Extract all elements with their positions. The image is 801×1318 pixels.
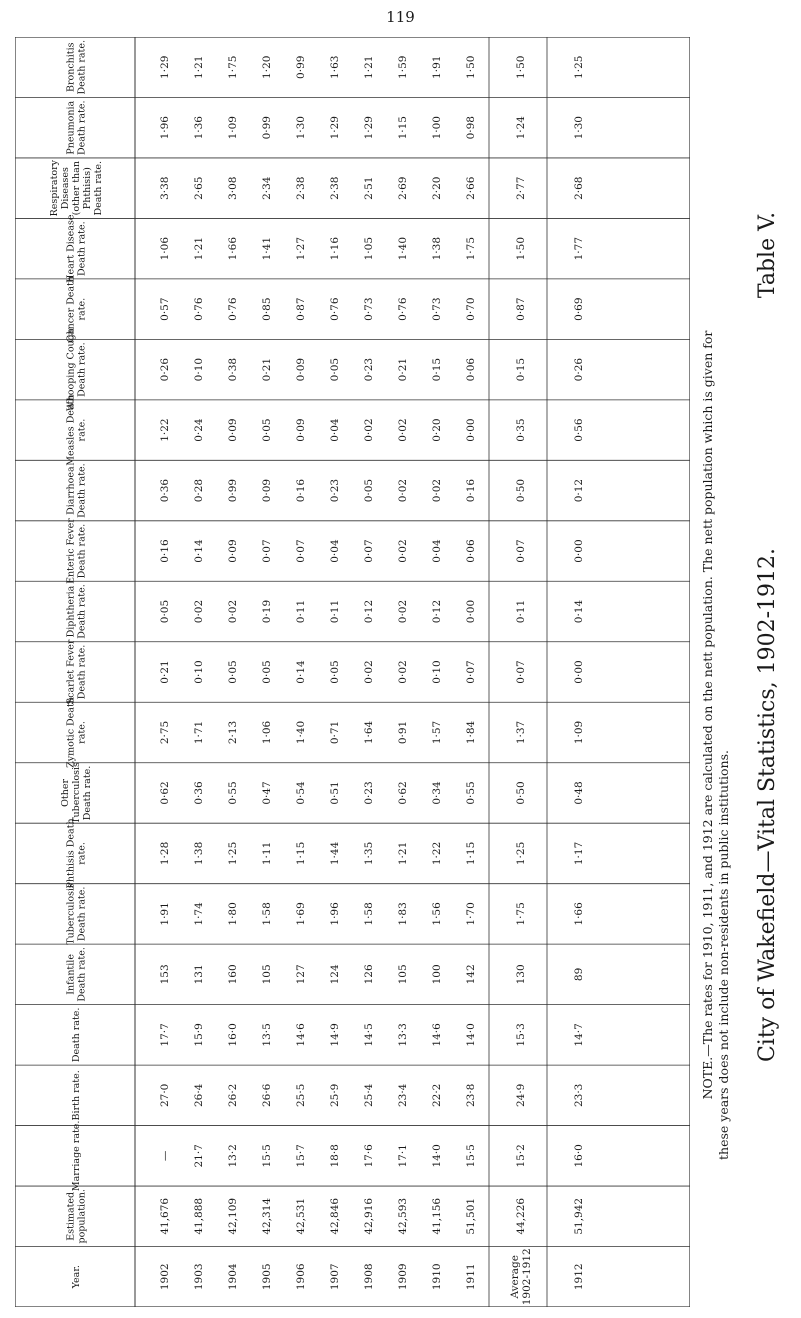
table-cell: 27·0 <box>159 1083 171 1108</box>
table-cell: 1·84 <box>465 720 477 745</box>
table-cell: 42,916 <box>363 1197 375 1235</box>
table-cell: 1·50 <box>465 55 477 79</box>
table-cell: 0·76 <box>329 297 341 321</box>
table-cell: 0·21 <box>261 357 273 382</box>
table-cell: 1·75 <box>515 902 527 926</box>
table-cell: 1·09 <box>573 720 585 745</box>
table-cell: 0·05 <box>261 418 273 442</box>
table-cell: 0·07 <box>261 539 273 563</box>
table-cell: 0·62 <box>397 781 409 805</box>
table-cell: 0·73 <box>431 297 443 321</box>
table-cell: 1·63 <box>329 55 341 79</box>
row-year: 1909 <box>397 1263 409 1291</box>
column-header: Birth rate. <box>71 1070 82 1121</box>
row-year: Average1902-1912 <box>509 1248 533 1306</box>
table-cell: 1·44 <box>329 841 341 866</box>
table-cell: 1·36 <box>193 116 205 140</box>
table-cell: 2·51 <box>363 176 375 200</box>
table-cell: 26·2 <box>227 1083 239 1108</box>
table-cell: 13·3 <box>397 1023 409 1047</box>
column-header: InfantileDeath rate. <box>65 947 88 1002</box>
table-cell: 41,156 <box>431 1197 443 1235</box>
table-cell: 0·23 <box>329 478 341 503</box>
table-cell: 1·75 <box>465 236 477 261</box>
column-header: Marriage rate. <box>71 1120 82 1192</box>
table-cell: 1·41 <box>261 236 273 261</box>
table-cell: 0·85 <box>261 297 273 321</box>
page-number: 119 <box>386 8 415 26</box>
table-cell: 1·11 <box>261 841 273 866</box>
table-cell: 1·15 <box>397 116 409 140</box>
table-cell: 0·23 <box>363 357 375 382</box>
column-header: TuberculosisDeath rate. <box>65 883 88 945</box>
table-cell: 14·0 <box>465 1023 477 1047</box>
column-header: Scarlet FeverDeath rate. <box>65 639 88 705</box>
table-cell: 0·12 <box>431 599 443 624</box>
table-title: Table V. <box>755 211 780 299</box>
table-cell: 1·28 <box>159 841 171 866</box>
table-cell: 14·5 <box>363 1023 375 1047</box>
table-cell: 2·34 <box>261 176 273 200</box>
table-cell: 1·40 <box>295 720 307 745</box>
table-cell: 1·06 <box>261 720 273 745</box>
table-cell: 2·38 <box>295 176 307 200</box>
table-cell: 0·73 <box>363 297 375 321</box>
table-cell: 42,531 <box>295 1197 307 1235</box>
table-cell: 14·6 <box>295 1023 307 1047</box>
table-cell: 1·29 <box>363 116 375 140</box>
table-cell: 0·15 <box>515 357 527 382</box>
table-cell: 1·40 <box>397 236 409 261</box>
column-header: Cancer Deathrate. <box>65 275 88 343</box>
table-cell: 1·35 <box>363 841 375 866</box>
table-cell: 1·66 <box>573 902 585 926</box>
table-cell: 0·71 <box>329 720 341 745</box>
table-cell: 0·02 <box>363 660 375 684</box>
row-year: 1904 <box>227 1263 239 1291</box>
table-cell: 1·50 <box>515 55 527 79</box>
table-cell: 0·07 <box>295 539 307 563</box>
table-cell: 13·5 <box>261 1023 273 1047</box>
table-cell: 26·6 <box>261 1083 273 1108</box>
table-cell: 0·09 <box>227 539 239 563</box>
table-cell: 1·00 <box>431 116 443 140</box>
table-cell: 130 <box>515 964 527 985</box>
table-cell: 18·8 <box>329 1144 341 1168</box>
column-header: BronchitisDeath rate. <box>65 39 88 95</box>
table-cell: 0·16 <box>159 539 171 563</box>
table-cell: 0·16 <box>465 478 477 503</box>
table-cell: 0·50 <box>515 781 527 805</box>
table-cell: 1·96 <box>159 116 171 140</box>
table-cell: 2·13 <box>227 720 239 745</box>
table-cell: 0·21 <box>159 660 171 684</box>
table-cell: 0·11 <box>515 599 527 624</box>
column-header: DiarrhoeaDeath rate. <box>65 463 88 518</box>
table-cell: 0·51 <box>329 781 341 805</box>
row-year: 1906 <box>295 1263 307 1291</box>
table-cell: 0·09 <box>295 418 307 442</box>
table-cell: 1·25 <box>515 841 527 866</box>
table-cell: 1·05 <box>363 236 375 261</box>
table-cell: 1·06 <box>159 236 171 261</box>
table-cell: 1·75 <box>227 55 239 79</box>
table-subtitle: City of Wakefield—Vital Statistics, 1902-1912. <box>755 547 780 1063</box>
table-cell: 25·5 <box>295 1083 307 1108</box>
vital-statistics-table <box>15 37 690 1307</box>
table-cell: 23·8 <box>465 1083 477 1108</box>
table-cell: 1·91 <box>159 902 171 926</box>
table-cell: 1·56 <box>431 902 443 926</box>
table-cell: 0·05 <box>159 599 171 624</box>
row-year: 1911 <box>465 1263 477 1291</box>
table-frame <box>15 37 690 1307</box>
column-header: Zymotic Deathrate. <box>65 697 88 768</box>
table-cell: 0·91 <box>397 720 409 745</box>
table-cell: 0·05 <box>363 478 375 503</box>
table-cell: 1·77 <box>573 236 585 261</box>
table-cell: 1·66 <box>227 236 239 261</box>
table-cell: 0·00 <box>573 660 585 684</box>
table-cell: 23·3 <box>573 1083 585 1108</box>
column-header: Measles Deathrate. <box>65 394 88 466</box>
table-cell: 0·76 <box>227 297 239 321</box>
table-cell: 0·02 <box>431 478 443 503</box>
table-cell: 0·16 <box>295 478 307 503</box>
table-cell: 0·38 <box>227 357 239 382</box>
table-cell: 153 <box>159 964 171 985</box>
column-header: RespiratoryDiseases(other thanPhthisis)Death rate. <box>49 159 104 217</box>
table-cell: 0·23 <box>363 781 375 805</box>
table-cell: 1·91 <box>431 55 443 79</box>
table-cell: 0·05 <box>329 357 341 382</box>
table-cell: 100 <box>431 964 443 985</box>
column-header: Phthisis Deathrate. <box>65 818 88 889</box>
table-cell: 1·58 <box>261 902 273 926</box>
table-cell: 0·87 <box>295 297 307 321</box>
table-cell: 0·70 <box>465 297 477 321</box>
table-cell: 0·05 <box>261 660 273 684</box>
table-cell: — <box>159 1150 171 1162</box>
table-cell: 13·2 <box>227 1144 239 1168</box>
table-cell: 1·30 <box>295 116 307 140</box>
table-cell: 42,846 <box>329 1197 341 1235</box>
table-cell: 0·05 <box>227 660 239 684</box>
table-cell: 1·20 <box>261 55 273 79</box>
table-cell: 0·02 <box>193 599 205 624</box>
table-cell: 0·05 <box>329 660 341 684</box>
table-cell: 23·4 <box>397 1083 409 1108</box>
table-cell: 0·02 <box>397 599 409 624</box>
table-cell: 41,676 <box>159 1197 171 1235</box>
table-cell: 25·9 <box>329 1083 341 1108</box>
table-cell: 1·21 <box>193 55 205 79</box>
table-cell: 2·65 <box>193 176 205 200</box>
table-cell: 0·14 <box>193 539 205 563</box>
table-cell: 0·02 <box>227 599 239 624</box>
column-header: Enteric FeverDeath rate. <box>65 518 88 584</box>
table-cell: 0·07 <box>515 539 527 563</box>
table-cell: 15·7 <box>295 1144 307 1168</box>
table-cell: 0·50 <box>515 478 527 503</box>
table-cell: 1·21 <box>193 236 205 261</box>
table-cell: 1·57 <box>431 720 443 745</box>
table-cell: 14·0 <box>431 1144 443 1168</box>
table-cell: 0·98 <box>465 116 477 140</box>
table-cell: 0·76 <box>397 297 409 321</box>
table-cell: 0·99 <box>295 55 307 79</box>
table-cell: 142 <box>465 964 477 985</box>
table-cell: 0·10 <box>193 357 205 382</box>
table-cell: 0·36 <box>193 781 205 805</box>
column-header: Whooping CoughDeath rate. <box>65 328 88 412</box>
column-header: PneumoniaDeath rate. <box>65 100 88 155</box>
table-cell: 1·09 <box>227 116 239 140</box>
row-year: 1902 <box>159 1263 171 1291</box>
table-cell: 44,226 <box>515 1197 527 1235</box>
table-cell: 0·02 <box>397 478 409 503</box>
table-cell: 1·29 <box>159 55 171 79</box>
table-cell: 15·2 <box>515 1144 527 1168</box>
table-cell: 1·25 <box>227 841 239 866</box>
column-header: Estimatedpopulation. <box>65 1189 88 1244</box>
table-cell: 0·06 <box>465 539 477 563</box>
table-cell: 0·54 <box>295 781 307 805</box>
table-cell: 131 <box>193 964 205 985</box>
table-cell: 0·00 <box>465 599 477 624</box>
table-cell: 0·21 <box>397 357 409 382</box>
table-cell: 0·69 <box>573 297 585 321</box>
table-cell: 0·04 <box>329 539 341 563</box>
table-cell: 0·09 <box>295 357 307 382</box>
table-cell: 1·38 <box>193 841 205 866</box>
table-cell: 1·21 <box>397 841 409 866</box>
column-header: Year. <box>71 1265 82 1289</box>
table-cell: 105 <box>397 964 409 985</box>
table-cell: 1·30 <box>573 116 585 140</box>
table-cell: 1·70 <box>465 902 477 926</box>
table-cell: 0·02 <box>397 418 409 442</box>
table-cell: 0·09 <box>227 418 239 442</box>
table-cell: 1·24 <box>515 116 527 140</box>
table-cell: 1·58 <box>363 902 375 926</box>
table-cell: 17·1 <box>397 1144 409 1168</box>
table-cell: 0·87 <box>515 297 527 321</box>
column-header: DiphtheriaDeath rate. <box>65 584 88 639</box>
row-year: 1905 <box>261 1263 273 1291</box>
table-cell: 1·15 <box>465 841 477 866</box>
table-cell: 17·6 <box>363 1144 375 1168</box>
table-cell: 1·37 <box>515 720 527 745</box>
table-cell: 0·00 <box>465 418 477 442</box>
table-cell: 24·9 <box>515 1083 527 1108</box>
table-cell: 42,314 <box>261 1197 273 1235</box>
table-cell: 124 <box>329 964 341 985</box>
column-header: OtherTuberculosisDeath rate. <box>60 762 93 824</box>
table-cell: 15·3 <box>515 1023 527 1047</box>
table-cell: 0·20 <box>431 418 443 442</box>
table-cell: 1·71 <box>193 720 205 745</box>
table-cell: 0·19 <box>261 599 273 624</box>
table-cell: 0·56 <box>573 418 585 442</box>
table-cell: 2·69 <box>397 176 409 200</box>
table-cell: 127 <box>295 964 307 985</box>
table-cell: 0·02 <box>363 418 375 442</box>
table-cell: 42,109 <box>227 1197 239 1235</box>
table-cell: 1·74 <box>193 902 205 926</box>
table-cell: 1·22 <box>159 418 171 442</box>
table-cell: 14·9 <box>329 1023 341 1047</box>
table-cell: 0·26 <box>573 357 585 382</box>
table-cell: 0·10 <box>193 660 205 684</box>
table-cell: 14·6 <box>431 1023 443 1047</box>
table-cell: 0·57 <box>159 297 171 321</box>
table-cell: 16·0 <box>227 1023 239 1047</box>
table-cell: 15·5 <box>465 1144 477 1168</box>
table-cell: 0·02 <box>397 539 409 563</box>
table-cell: 2·77 <box>515 176 527 200</box>
table-cell: 0·15 <box>431 357 443 382</box>
table-cell: 0·10 <box>431 660 443 684</box>
table-cell: 0·04 <box>329 418 341 442</box>
row-year: 1907 <box>329 1263 341 1291</box>
table-cell: 105 <box>261 964 273 985</box>
table-cell: 16·0 <box>573 1144 585 1168</box>
table-cell: 0·11 <box>295 599 307 624</box>
table-cell: 0·04 <box>431 539 443 563</box>
table-cell: 22·2 <box>431 1083 443 1108</box>
table-cell: 0·14 <box>573 599 585 624</box>
footnote-line: these years does not include non-residents in public institutions. <box>716 750 731 1160</box>
table-cell: 0·55 <box>465 781 477 805</box>
table-cell: 0·24 <box>193 418 205 442</box>
table-cell: 1·96 <box>329 902 341 926</box>
table-cell: 2·20 <box>431 176 443 200</box>
footnote-line: NOTE.—The rates for 1910, 1911, and 1912 are calculated on the nett population. The nett population which is given for <box>700 330 715 1100</box>
table-cell: 14·7 <box>573 1023 585 1047</box>
row-year: 1910 <box>431 1263 443 1291</box>
table-cell: 1·27 <box>295 236 307 261</box>
row-year: 1912 <box>573 1263 585 1291</box>
table-cell: 25·4 <box>363 1083 375 1108</box>
table-cell: 0·48 <box>573 781 585 805</box>
table-cell: 0·47 <box>261 781 273 805</box>
table-cell: 0·12 <box>573 478 585 503</box>
table-cell: 0·14 <box>295 660 307 684</box>
table-cell: 21·7 <box>193 1144 205 1168</box>
table-cell: 2·68 <box>573 176 585 200</box>
table-cell: 0·02 <box>397 660 409 684</box>
table-cell: 1·21 <box>363 55 375 79</box>
table-cell: 0·07 <box>515 660 527 684</box>
table-cell: 1·17 <box>573 841 585 866</box>
column-header: Death rate. <box>71 1007 82 1063</box>
table-cell: 0·07 <box>363 539 375 563</box>
table-cell: 1·15 <box>295 841 307 866</box>
footnote-block <box>698 120 734 1310</box>
table-cell: 0·28 <box>193 478 205 503</box>
table-cell: 0·12 <box>363 599 375 624</box>
table-cell: 0·36 <box>159 478 171 503</box>
table-cell: 0·11 <box>329 599 341 624</box>
table-cell: 0·55 <box>227 781 239 805</box>
table-cell: 0·99 <box>227 478 239 503</box>
table-cell: 0·34 <box>431 781 443 805</box>
table-cell: 17·7 <box>159 1023 171 1047</box>
table-cell: 126 <box>363 964 375 985</box>
table-cell: 1·69 <box>295 902 307 926</box>
table-cell: 15·9 <box>193 1023 205 1047</box>
table-cell: 41,888 <box>193 1197 205 1235</box>
row-year: 1903 <box>193 1263 205 1291</box>
table-cell: 42,593 <box>397 1197 409 1235</box>
table-cell: 1·29 <box>329 116 341 140</box>
table-cell: 2·66 <box>465 176 477 200</box>
table-cell: 51,942 <box>573 1197 585 1235</box>
table-cell: 3·08 <box>227 176 239 200</box>
table-cell: 1·64 <box>363 720 375 745</box>
table-cell: 1·80 <box>227 902 239 926</box>
table-cell: 0·62 <box>159 781 171 805</box>
table-cell: 0·00 <box>573 539 585 563</box>
table-cell: 2·75 <box>159 720 171 745</box>
table-cell: 3·38 <box>159 176 171 200</box>
table-cell: 1·22 <box>431 841 443 866</box>
table-cell: 0·26 <box>159 357 171 382</box>
table-cell: 0·07 <box>465 660 477 684</box>
table-cell: 0·09 <box>261 478 273 503</box>
row-year: 1908 <box>363 1263 375 1291</box>
table-cell: 1·50 <box>515 236 527 261</box>
table-cell: 0·06 <box>465 357 477 382</box>
column-header: Heart DiseaseDeath rate. <box>65 214 88 283</box>
table-cell: 15·5 <box>261 1144 273 1168</box>
table-cell: 1·16 <box>329 236 341 261</box>
table-cell: 0·76 <box>193 297 205 321</box>
table-cell: 2·38 <box>329 176 341 200</box>
table-cell: 160 <box>227 964 239 985</box>
table-cell: 1·83 <box>397 902 409 926</box>
table-cell: 1·25 <box>573 55 585 79</box>
table-title-block <box>748 40 788 1290</box>
table-cell: 1·38 <box>431 236 443 261</box>
table-cell: 1·59 <box>397 55 409 79</box>
table-cell: 89 <box>573 967 585 982</box>
table-cell: 26·4 <box>193 1083 205 1108</box>
table-cell: 0·99 <box>261 116 273 140</box>
table-cell: 0·35 <box>515 418 527 442</box>
table-cell: 51,501 <box>465 1197 477 1235</box>
